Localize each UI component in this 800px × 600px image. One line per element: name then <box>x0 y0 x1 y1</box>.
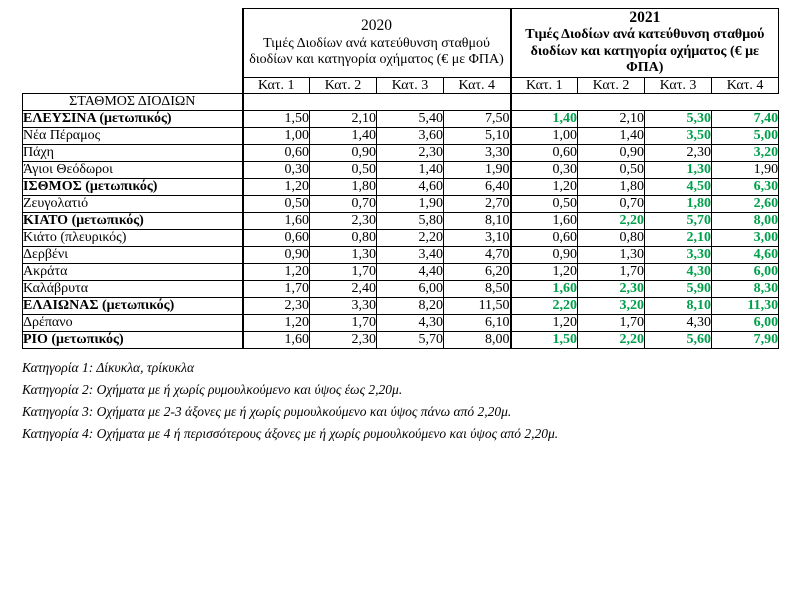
price-cell-2020-cat3: 5,70 <box>377 332 444 349</box>
price-cell-2021-cat1: 1,20 <box>511 264 578 281</box>
price-cell-2020-cat1: 1,00 <box>243 128 310 145</box>
price-cell-2021-cat1: 1,60 <box>511 213 578 230</box>
spacer-cell-8 <box>712 94 779 111</box>
price-cell-2020-cat4: 11,50 <box>444 298 511 315</box>
price-cell-2020-cat3: 2,20 <box>377 230 444 247</box>
category-notes <box>22 357 778 444</box>
table-row <box>23 111 779 128</box>
price-cell-2021-cat2: 1,70 <box>578 264 645 281</box>
category-header-2020-4: Κατ. 4 <box>444 77 511 93</box>
price-cell-2021-cat3: 2,10 <box>645 230 712 247</box>
price-cell-2020-cat4: 3,30 <box>444 145 511 162</box>
price-cell-2020-cat1: 1,60 <box>243 332 310 349</box>
table-row <box>23 298 779 315</box>
price-cell-2021-cat1: 0,50 <box>511 196 578 213</box>
price-cell-2021-cat4: 6,30 <box>712 179 779 196</box>
year-caption-2020: Τιμές Διοδίων ανά κατεύθυνση σταθμού διοδίων και κατηγορία οχήματος (€ με ΦΠΑ) <box>249 35 504 68</box>
price-cell-2021-cat2: 2,20 <box>578 332 645 349</box>
price-cell-2020-cat2: 0,70 <box>310 196 377 213</box>
price-cell-2020-cat2: 3,30 <box>310 298 377 315</box>
year-header-row <box>23 9 779 78</box>
table-row <box>23 247 779 264</box>
price-cell-2021-cat4: 3,20 <box>712 145 779 162</box>
station-name-cell: Νέα Πέραμος <box>23 128 243 145</box>
price-cell-2021-cat2: 1,30 <box>578 247 645 264</box>
price-cell-2020-cat3: 2,30 <box>377 145 444 162</box>
table-row <box>23 162 779 179</box>
price-cell-2020-cat2: 0,50 <box>310 162 377 179</box>
price-cell-2020-cat1: 0,30 <box>243 162 310 179</box>
price-cell-2020-cat1: 1,60 <box>243 213 310 230</box>
price-cell-2021-cat2: 1,80 <box>578 179 645 196</box>
corner-blank-cell <box>23 9 243 94</box>
price-cell-2021-cat4: 4,60 <box>712 247 779 264</box>
price-cell-2020-cat1: 1,50 <box>243 111 310 128</box>
table-row <box>23 213 779 230</box>
price-cell-2020-cat1: 1,20 <box>243 264 310 281</box>
category-header-2020-2: Κατ. 2 <box>310 77 377 93</box>
price-cell-2020-cat3: 5,40 <box>377 111 444 128</box>
price-cell-2021-cat2: 0,70 <box>578 196 645 213</box>
table-row <box>23 281 779 298</box>
price-cell-2021-cat2: 1,70 <box>578 315 645 332</box>
price-cell-2021-cat4: 6,00 <box>712 315 779 332</box>
spacer-cell-3 <box>377 94 444 111</box>
price-cell-2020-cat2: 1,80 <box>310 179 377 196</box>
price-cell-2021-cat1: 1,00 <box>511 128 578 145</box>
price-cell-2021-cat3: 5,90 <box>645 281 712 298</box>
year-label-2021: 2021 <box>629 9 661 26</box>
category-header-2021-4: Κατ. 4 <box>712 77 779 93</box>
station-name-cell: Καλάβρυτα <box>23 281 243 298</box>
price-cell-2020-cat4: 4,70 <box>444 247 511 264</box>
price-cell-2021-cat4: 8,30 <box>712 281 779 298</box>
table-row <box>23 230 779 247</box>
year-caption-2021: Τιμές Διοδίων ανά κατεύθυνση σταθμού διοδίων και κατηγορία οχήματος (€ με ΦΠΑ) <box>525 27 765 76</box>
price-cell-2021-cat1: 1,40 <box>511 111 578 128</box>
price-cell-2020-cat4: 6,20 <box>444 264 511 281</box>
price-cell-2021-cat3: 5,60 <box>645 332 712 349</box>
price-cell-2021-cat3: 1,80 <box>645 196 712 213</box>
price-cell-2020-cat1: 0,90 <box>243 247 310 264</box>
category-note: Κατηγορία 2: Οχήματα με ή χωρίς ρυμουλκούμενο και ύψος έως 2,20μ. <box>22 382 403 398</box>
price-cell-2021-cat1: 0,90 <box>511 247 578 264</box>
price-cell-2020-cat4: 7,50 <box>444 111 511 128</box>
category-header-2020-3: Κατ. 3 <box>377 77 444 93</box>
station-name-cell: ΡΙΟ (μετωπικός) <box>23 332 243 349</box>
price-cell-2020-cat4: 8,00 <box>444 332 511 349</box>
price-cell-2020-cat2: 2,30 <box>310 332 377 349</box>
price-cell-2020-cat2: 2,40 <box>310 281 377 298</box>
price-cell-2021-cat1: 1,50 <box>511 332 578 349</box>
price-cell-2021-cat3: 3,50 <box>645 128 712 145</box>
station-column-header: ΣΤΑΘΜΟΣ ΔΙΟΔΙΩΝ <box>23 94 243 111</box>
price-cell-2021-cat4: 5,00 <box>712 128 779 145</box>
station-name-cell: ΚΙΑΤΟ (μετωπικός) <box>23 213 243 230</box>
price-cell-2021-cat2: 2,10 <box>578 111 645 128</box>
station-name-cell: Άγιοι Θεόδωροι <box>23 162 243 179</box>
price-cell-2020-cat3: 8,20 <box>377 298 444 315</box>
price-cell-2020-cat1: 0,60 <box>243 230 310 247</box>
price-cell-2021-cat2: 2,30 <box>578 281 645 298</box>
price-cell-2020-cat1: 0,50 <box>243 196 310 213</box>
station-name-cell: Ακράτα <box>23 264 243 281</box>
table-header <box>23 9 779 111</box>
category-note: Κατηγορία 4: Οχήματα με 4 ή περισσότερους άξονες με ή χωρίς ρυμουλκούμενο και ύψος από 2,20μ. <box>22 425 559 441</box>
price-cell-2020-cat1: 1,20 <box>243 179 310 196</box>
category-header-2020-1: Κατ. 1 <box>243 77 310 93</box>
price-cell-2021-cat2: 3,20 <box>578 298 645 315</box>
price-cell-2021-cat1: 1,20 <box>511 315 578 332</box>
spacer-cell-6 <box>578 94 645 111</box>
price-cell-2021-cat2: 2,20 <box>578 213 645 230</box>
price-cell-2020-cat3: 4,30 <box>377 315 444 332</box>
price-cell-2020-cat2: 0,90 <box>310 145 377 162</box>
price-cell-2020-cat3: 4,60 <box>377 179 444 196</box>
price-cell-2021-cat1: 0,30 <box>511 162 578 179</box>
price-cell-2021-cat2: 0,90 <box>578 145 645 162</box>
price-cell-2020-cat2: 1,40 <box>310 128 377 145</box>
price-cell-2021-cat2: 0,80 <box>578 230 645 247</box>
toll-prices-table <box>22 8 779 349</box>
table-body <box>23 111 779 349</box>
year-label-2020: 2020 <box>361 17 393 35</box>
price-cell-2021-cat1: 0,60 <box>511 230 578 247</box>
table-row <box>23 315 779 332</box>
station-name-cell: Κιάτο (πλευρικός) <box>23 230 243 247</box>
price-cell-2020-cat3: 3,60 <box>377 128 444 145</box>
category-header-2021-1: Κατ. 1 <box>511 77 578 93</box>
price-cell-2020-cat1: 2,30 <box>243 298 310 315</box>
table-row <box>23 179 779 196</box>
price-cell-2020-cat2: 2,10 <box>310 111 377 128</box>
price-cell-2020-cat1: 0,60 <box>243 145 310 162</box>
price-cell-2021-cat4: 11,30 <box>712 298 779 315</box>
price-cell-2020-cat3: 1,40 <box>377 162 444 179</box>
price-cell-2021-cat3: 4,30 <box>645 315 712 332</box>
price-cell-2020-cat4: 6,10 <box>444 315 511 332</box>
price-cell-2021-cat4: 6,00 <box>712 264 779 281</box>
table-row <box>23 264 779 281</box>
spacer-cell-7 <box>645 94 712 111</box>
table-row <box>23 145 779 162</box>
price-cell-2021-cat1: 1,60 <box>511 281 578 298</box>
price-cell-2020-cat2: 0,80 <box>310 230 377 247</box>
price-cell-2021-cat1: 2,20 <box>511 298 578 315</box>
category-note: Κατηγορία 3: Οχήματα με 2-3 άξονες με ή χωρίς ρυμουλκούμενο και ύψος πάνω από 2,20μ. <box>22 403 512 419</box>
table-row <box>23 332 779 349</box>
price-cell-2020-cat4: 8,50 <box>444 281 511 298</box>
price-cell-2021-cat1: 0,60 <box>511 145 578 162</box>
price-cell-2021-cat2: 1,40 <box>578 128 645 145</box>
price-cell-2021-cat4: 7,90 <box>712 332 779 349</box>
price-cell-2020-cat4: 5,10 <box>444 128 511 145</box>
price-cell-2021-cat4: 3,00 <box>712 230 779 247</box>
table-row <box>23 196 779 213</box>
price-cell-2020-cat3: 1,90 <box>377 196 444 213</box>
price-cell-2021-cat3: 2,30 <box>645 145 712 162</box>
price-cell-2021-cat4: 2,60 <box>712 196 779 213</box>
price-cell-2020-cat4: 3,10 <box>444 230 511 247</box>
price-cell-2021-cat3: 4,50 <box>645 179 712 196</box>
price-cell-2020-cat4: 1,90 <box>444 162 511 179</box>
price-cell-2020-cat4: 8,10 <box>444 213 511 230</box>
station-name-cell: ΙΣΘΜΟΣ (μετωπικός) <box>23 179 243 196</box>
price-cell-2020-cat3: 6,00 <box>377 281 444 298</box>
price-cell-2021-cat1: 1,20 <box>511 179 578 196</box>
spacer-cell-1 <box>243 94 310 111</box>
year-group-2020 <box>243 9 511 78</box>
price-cell-2021-cat3: 3,30 <box>645 247 712 264</box>
price-cell-2021-cat4: 8,00 <box>712 213 779 230</box>
spacer-cell-4 <box>444 94 511 111</box>
price-cell-2021-cat3: 4,30 <box>645 264 712 281</box>
price-cell-2021-cat3: 8,10 <box>645 298 712 315</box>
price-cell-2021-cat4: 1,90 <box>712 162 779 179</box>
station-name-cell: Δρέπανο <box>23 315 243 332</box>
price-cell-2020-cat3: 4,40 <box>377 264 444 281</box>
category-header-2021-2: Κατ. 2 <box>578 77 645 93</box>
table-row <box>23 128 779 145</box>
station-name-cell: ΕΛΑΙΩΝΑΣ (μετωπικός) <box>23 298 243 315</box>
price-cell-2020-cat2: 1,70 <box>310 315 377 332</box>
station-name-cell: Πάχη <box>23 145 243 162</box>
price-cell-2021-cat2: 0,50 <box>578 162 645 179</box>
price-cell-2021-cat4: 7,40 <box>712 111 779 128</box>
station-name-cell: Ζευγολατιό <box>23 196 243 213</box>
spacer-cell-5 <box>511 94 578 111</box>
price-cell-2020-cat4: 2,70 <box>444 196 511 213</box>
price-cell-2021-cat3: 5,70 <box>645 213 712 230</box>
category-note: Κατηγορία 1: Δίκυκλα, τρίκυκλα <box>22 360 195 376</box>
price-cell-2020-cat3: 3,40 <box>377 247 444 264</box>
price-cell-2021-cat3: 1,30 <box>645 162 712 179</box>
price-cell-2020-cat1: 1,70 <box>243 281 310 298</box>
price-cell-2021-cat3: 5,30 <box>645 111 712 128</box>
station-header-row <box>23 94 779 111</box>
station-name-cell: Δερβένι <box>23 247 243 264</box>
station-name-cell: ΕΛΕΥΣΙΝΑ (μετωπικός) <box>23 111 243 128</box>
year-group-2021 <box>511 9 779 78</box>
price-cell-2020-cat2: 1,70 <box>310 264 377 281</box>
spacer-cell-2 <box>310 94 377 111</box>
price-cell-2020-cat2: 2,30 <box>310 213 377 230</box>
price-cell-2020-cat4: 6,40 <box>444 179 511 196</box>
category-header-2021-3: Κατ. 3 <box>645 77 712 93</box>
price-cell-2020-cat1: 1,20 <box>243 315 310 332</box>
price-cell-2020-cat2: 1,30 <box>310 247 377 264</box>
price-cell-2020-cat3: 5,80 <box>377 213 444 230</box>
